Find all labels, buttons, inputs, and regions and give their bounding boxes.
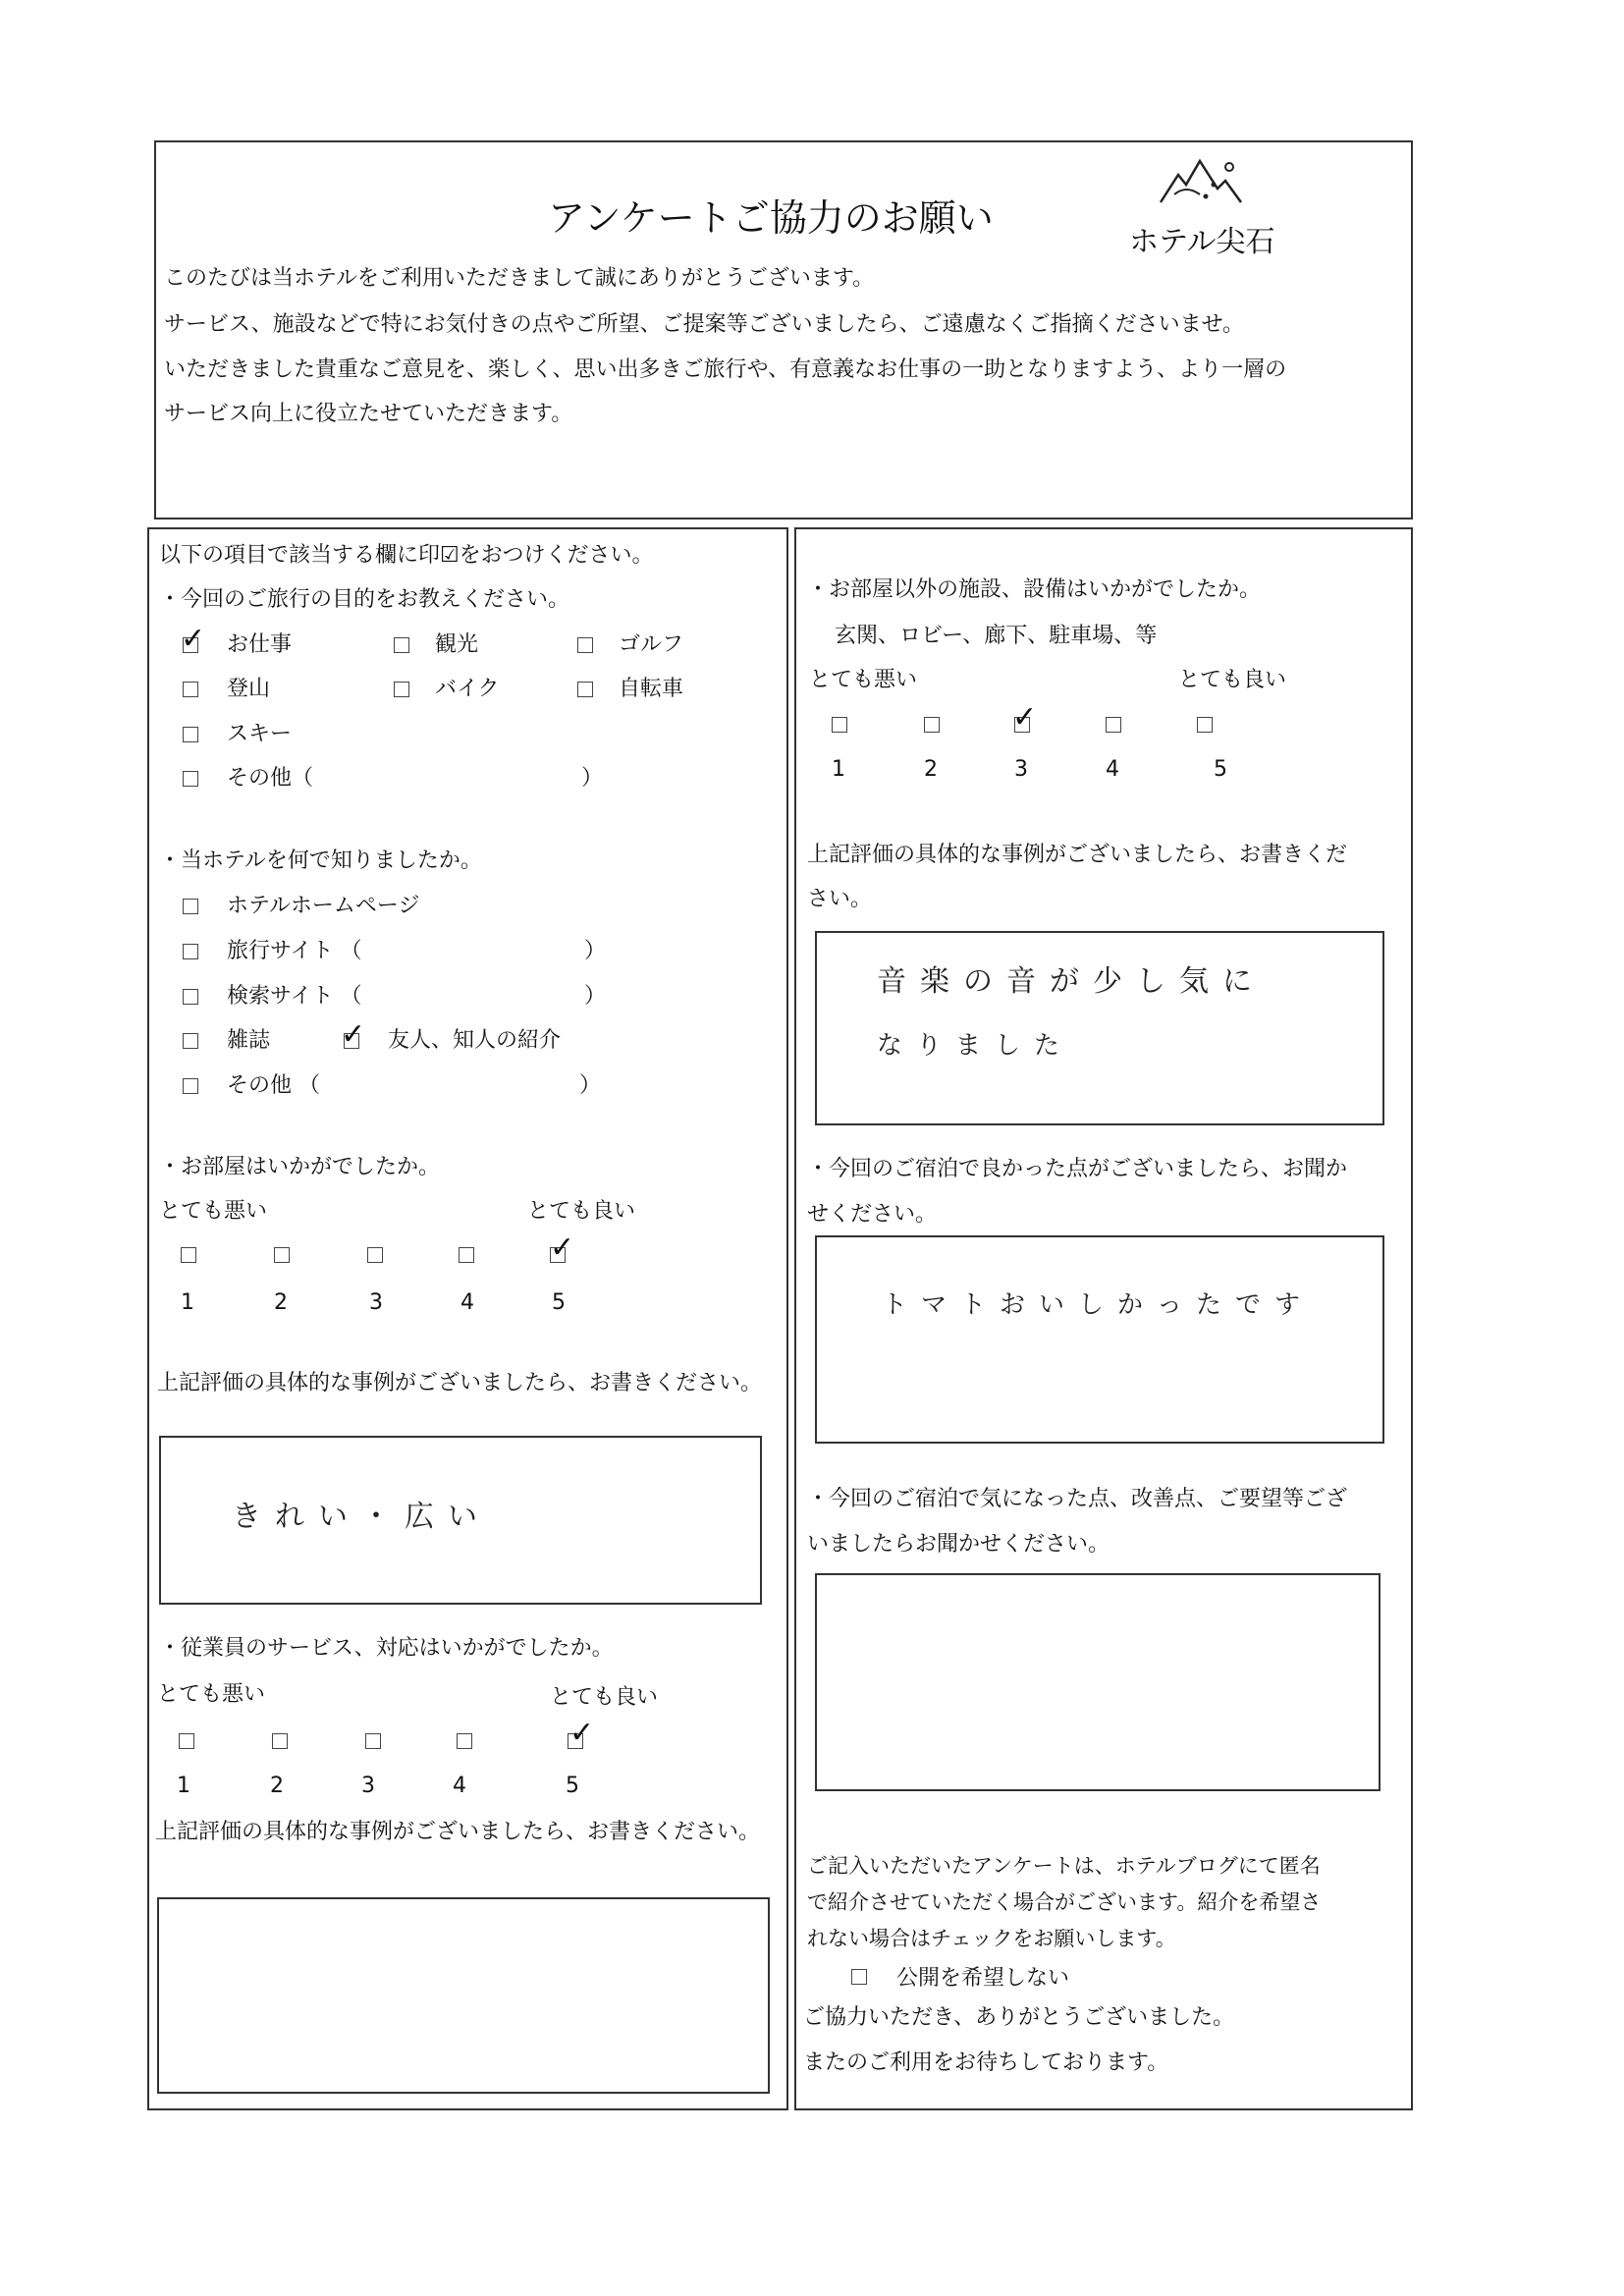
left-column <box>147 527 788 2110</box>
purpose-other-checkbox[interactable] <box>183 771 198 787</box>
facilities-comment-line-2: なりました <box>877 1031 1074 1061</box>
staff-rating-1-checkbox[interactable] <box>179 1733 194 1749</box>
purpose-mountain-checkbox[interactable] <box>183 682 198 697</box>
room-low-label: とても悪い <box>159 1199 268 1224</box>
intro-line-2: サービス、施設などで特にお気付きの点やご所望、ご提案等ございましたら、ご遠慮なくご指摘くださいませ。 <box>164 312 1245 337</box>
q-purpose-label: ・今回のご旅行の目的をお教えください。 <box>159 587 570 612</box>
source-search-site-close: ） <box>584 984 607 1009</box>
q-improve-label-2: いましたらお聞かせください。 <box>807 1532 1110 1557</box>
purpose-other-close: ） <box>581 766 604 791</box>
purpose-golf: ゴルフ <box>619 632 684 657</box>
purpose-other: その他（ <box>227 766 314 791</box>
checkmark-icon: ✓ <box>341 1017 366 1052</box>
purpose-ski-checkbox[interactable] <box>183 727 198 742</box>
closing-line-2: またのご利用をお待ちしております。 <box>803 2050 1169 2075</box>
facilities-rating-2-checkbox[interactable] <box>924 717 940 733</box>
facilities-low-label: とても悪い <box>809 668 918 692</box>
intro-line-1: このたびは当ホテルをご利用いただきまして誠にありがとうございます。 <box>164 266 875 291</box>
staff-rating-2-checkbox[interactable] <box>272 1733 288 1749</box>
hotel-logo-icon <box>1157 155 1245 214</box>
purpose-mountain: 登山 <box>227 677 271 701</box>
purpose-work: お仕事 <box>227 632 293 657</box>
source-other-close: ） <box>579 1073 602 1098</box>
purpose-bicycle-checkbox[interactable] <box>577 682 593 697</box>
facilities-comment-box[interactable] <box>815 931 1384 1125</box>
q-improve-label-1: ・今回のご宿泊で気になった点、改善点、ご要望等ござ <box>807 1487 1348 1511</box>
purpose-ski: スキー <box>227 722 293 746</box>
staff-rating-3-checkbox[interactable] <box>365 1733 381 1749</box>
notice-line-3: れない場合はチェックをお願いします。 <box>807 1927 1176 1950</box>
room-rating-2-checkbox[interactable] <box>274 1247 290 1263</box>
facilities-comment-prompt-2: さい。 <box>807 887 873 911</box>
source-travel-site-close: ） <box>584 939 607 963</box>
intro-line-3: いただきました貴重なご意見を、楽しく、思い出多きご旅行や、有意義なお仕事の一助となりますよう、より一層の <box>164 357 1287 382</box>
staff-scale-4: 4 <box>453 1774 466 1798</box>
staff-scale-2: 2 <box>270 1774 284 1798</box>
intro-line-4: サービス向上に役立たせていただきます。 <box>164 402 573 426</box>
staff-rating-4-checkbox[interactable] <box>457 1733 472 1749</box>
facilities-scale-2: 2 <box>924 757 938 782</box>
improve-comment-box[interactable] <box>815 1573 1380 1791</box>
q-room-label: ・お部屋はいかがでしたか。 <box>159 1155 441 1179</box>
room-scale-2: 2 <box>274 1290 288 1315</box>
q-staff-label: ・従業員のサービス、対応はいかがでしたか。 <box>159 1636 614 1661</box>
room-rating-1-checkbox[interactable] <box>181 1247 196 1263</box>
purpose-bike: バイク <box>435 677 500 701</box>
room-scale-5: 5 <box>552 1290 566 1315</box>
source-search-site: 検索サイト （ <box>227 984 362 1009</box>
notice-line-1: ご記入いただいたアンケートは、ホテルブログにて匿名 <box>807 1854 1321 1878</box>
facilities-rating-4-checkbox[interactable] <box>1106 717 1121 733</box>
source-search-site-checkbox[interactable] <box>183 989 198 1005</box>
facilities-scale-5: 5 <box>1214 757 1227 782</box>
source-magazine: 雑誌 <box>227 1028 271 1053</box>
room-rating-3-checkbox[interactable] <box>367 1247 383 1263</box>
source-homepage-checkbox[interactable] <box>183 899 198 914</box>
staff-scale-3: 3 <box>361 1774 375 1798</box>
staff-scale-1: 1 <box>177 1774 190 1798</box>
room-comment-prompt: 上記評価の具体的な事例がございましたら、お書きください。 <box>157 1371 763 1395</box>
hotel-name: ホテル尖石 <box>1129 225 1275 259</box>
room-comment: きれい・広い <box>232 1500 491 1534</box>
checkmark-icon: ✓ <box>1012 700 1038 735</box>
staff-comment-box[interactable] <box>157 1897 770 2094</box>
instruction: 以下の項目で該当する欄に印☑をおつけください。 <box>159 543 654 568</box>
purpose-bicycle: 自転車 <box>619 677 684 701</box>
facilities-scale-3: 3 <box>1014 757 1028 782</box>
purpose-bike-checkbox[interactable] <box>394 682 409 697</box>
purpose-sightseeing: 観光 <box>435 632 479 657</box>
q-good-label-1: ・今回のご宿泊で良かった点がございましたら、お聞か <box>807 1157 1348 1181</box>
facilities-comment-prompt-1: 上記評価の具体的な事例がございましたら、お書きくだ <box>807 843 1348 867</box>
staff-high-label: とても良い <box>550 1685 659 1710</box>
checkmark-icon: ✓ <box>181 622 206 656</box>
source-homepage: ホテルホームページ <box>227 894 420 918</box>
facilities-comment-line-1: 音楽の音が少し気に <box>877 964 1266 999</box>
facilities-scale-1: 1 <box>832 757 845 782</box>
q-good-label-2: せください。 <box>807 1202 938 1227</box>
good-comment: トマトおいしかったです <box>882 1290 1315 1320</box>
source-other: その他 （ <box>227 1073 320 1098</box>
q-facilities-label: ・お部屋以外の施設、設備はいかがでしたか。 <box>807 577 1262 602</box>
staff-low-label: とても悪い <box>157 1682 266 1707</box>
purpose-golf-checkbox[interactable] <box>577 637 593 653</box>
checkmark-icon: ✓ <box>569 1716 595 1750</box>
source-travel-site: 旅行サイト （ <box>227 939 362 963</box>
page-title: アンケートご協力のお願い <box>548 196 994 240</box>
room-scale-1: 1 <box>181 1290 194 1315</box>
no-publish-label: 公開を希望しない <box>896 1966 1070 1991</box>
checkmark-icon: ✓ <box>550 1230 575 1265</box>
facilities-scale-4: 4 <box>1106 757 1119 782</box>
staff-scale-5: 5 <box>566 1774 579 1798</box>
source-friend: 友人、知人の紹介 <box>388 1028 562 1053</box>
purpose-sightseeing-checkbox[interactable] <box>394 637 409 653</box>
room-scale-4: 4 <box>460 1290 474 1315</box>
good-comment-box[interactable] <box>815 1235 1384 1444</box>
facilities-rating-1-checkbox[interactable] <box>832 717 847 733</box>
facilities-high-label: とても良い <box>1178 668 1287 692</box>
staff-comment-prompt: 上記評価の具体的な事例がございましたら、お書きください。 <box>155 1820 761 1844</box>
room-scale-3: 3 <box>369 1290 383 1315</box>
notice-line-2: で紹介させていただく場合がございます。紹介を希望さ <box>807 1890 1322 1914</box>
room-high-label: とても良い <box>527 1199 636 1224</box>
source-travel-site-checkbox[interactable] <box>183 944 198 959</box>
q-source-label: ・当ホテルを何で知りましたか。 <box>159 848 482 873</box>
source-other-checkbox[interactable] <box>183 1078 198 1094</box>
closing-line-1: ご協力いただき、ありがとうございました。 <box>803 2005 1235 2030</box>
room-rating-4-checkbox[interactable] <box>459 1247 474 1263</box>
source-magazine-checkbox[interactable] <box>183 1033 198 1049</box>
facilities-examples: 玄関、ロビー、廊下、駐車場、等 <box>835 624 1158 648</box>
facilities-rating-5-checkbox[interactable] <box>1197 717 1213 733</box>
no-publish-checkbox[interactable] <box>851 1969 867 1985</box>
